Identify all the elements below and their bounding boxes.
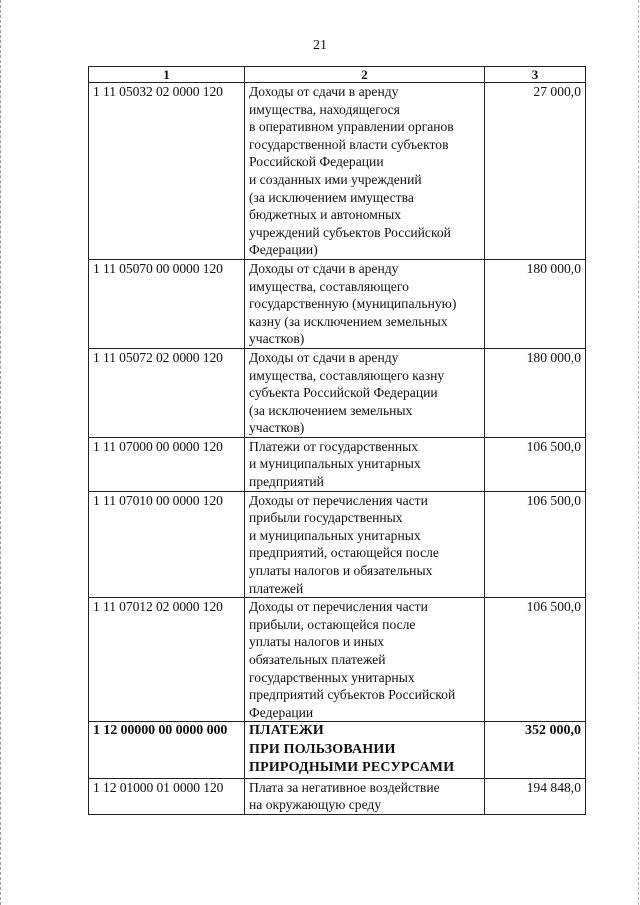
description-line: в оперативном управлении органов	[249, 119, 454, 135]
description-line: и созданных ими учреждений	[249, 171, 422, 187]
description-cell	[245, 491, 485, 598]
description-line: учреждений субъектов Российской	[249, 224, 451, 240]
description-line: Федерации	[249, 704, 314, 720]
description-line: бюджетных и автономных	[249, 207, 402, 223]
description-line: субъекта Российской Федерации	[249, 385, 438, 401]
description-line: платежей	[249, 580, 304, 596]
description-line: государственную (муниципальную)	[249, 296, 457, 312]
budget-code-cell: 1 11 05032 02 0000 120	[89, 83, 245, 260]
description-line: и муниципальных унитарных	[249, 527, 421, 543]
description-line: ПРИ ПОЛЬЗОВАНИИ	[249, 741, 396, 757]
table-header-row	[89, 67, 586, 83]
description-line: (за исключением имущества	[249, 189, 414, 205]
description-cell	[245, 437, 485, 491]
description-line: ПЛАТЕЖИ	[249, 723, 325, 739]
description-cell	[245, 348, 485, 437]
header-column-3: 3	[485, 67, 586, 83]
budget-code-cell: 1 11 05072 02 0000 120	[89, 348, 245, 437]
description-line: Российской Федерации	[249, 154, 384, 170]
amount-cell: 27 000,0	[485, 83, 586, 260]
description-cell	[245, 778, 485, 814]
description-line: Платежи от государственных	[249, 438, 419, 454]
amount-cell: 180 000,0	[485, 259, 586, 348]
description-line: Доходы от сдачи в аренду	[249, 349, 399, 365]
budget-code-cell: 1 11 05070 00 0000 120	[89, 259, 245, 348]
table-row	[89, 491, 586, 598]
amount-cell: 106 500,0	[485, 491, 586, 598]
table-row	[89, 778, 586, 814]
scan-edge-left	[0, 0, 4, 905]
description-line: уплаты налогов и иных	[249, 634, 385, 650]
table-row	[89, 259, 586, 348]
description-line: (за исключением земельных	[249, 402, 413, 418]
description-line: Доходы от сдачи в аренду	[249, 84, 399, 99]
description-line: Федерации)	[249, 242, 318, 258]
description-line: Доходы от сдачи в аренду	[249, 260, 399, 276]
amount-cell: 106 500,0	[485, 598, 586, 722]
description-line: Плата за негативное воздействие	[249, 779, 440, 795]
description-line: имущества, составляющего	[249, 278, 409, 294]
description-cell	[245, 598, 485, 722]
table-row	[89, 598, 586, 722]
amount-cell: 352 000,0	[485, 722, 586, 779]
description-line: прибыли, остающейся после	[249, 616, 416, 632]
description-line: участков)	[249, 331, 305, 347]
scan-edge-right	[636, 0, 639, 905]
description-line: на окружающую среду	[249, 797, 382, 813]
table-row	[89, 437, 586, 491]
budget-code-cell: 1 11 07010 00 0000 120	[89, 491, 245, 598]
amount-cell: 194 848,0	[485, 778, 586, 814]
description-cell	[245, 83, 485, 260]
description-line: прибыли государственных	[249, 510, 403, 526]
description-line: уплаты налогов и обязательных	[249, 563, 433, 579]
table-row	[89, 83, 586, 260]
description-line: имущества, составляющего казну	[249, 367, 445, 383]
amount-cell: 180 000,0	[485, 348, 586, 437]
description-line: ПРИРОДНЫМИ РЕСУРСАМИ	[249, 760, 455, 776]
budget-code-cell: 1 11 07012 02 0000 120	[89, 598, 245, 722]
description-cell	[245, 259, 485, 348]
description-line: Доходы от перечисления части	[249, 599, 428, 615]
budget-code-cell: 1 12 00000 00 0000 000	[89, 722, 245, 779]
description-line: казну (за исключением земельных	[249, 313, 448, 329]
description-line: предприятий субъектов Российской	[249, 687, 456, 703]
budget-revenue-table	[88, 66, 586, 815]
page-number: 21	[313, 38, 327, 53]
description-line: государственных унитарных	[249, 669, 415, 685]
description-line: участков)	[249, 420, 305, 436]
budget-code-cell: 1 11 07000 00 0000 120	[89, 437, 245, 491]
header-column-1: 1	[89, 67, 245, 83]
table-row	[89, 348, 586, 437]
description-line: предприятий	[249, 474, 324, 490]
header-column-2: 2	[245, 67, 485, 83]
amount-cell: 106 500,0	[485, 437, 586, 491]
description-line: государственной власти субъектов	[249, 136, 449, 152]
table-row	[89, 722, 586, 779]
description-line: предприятий, остающейся после	[249, 545, 439, 561]
description-line: Доходы от перечисления части	[249, 492, 428, 508]
description-line: имущества, находящегося	[249, 101, 400, 117]
budget-code-cell: 1 12 01000 01 0000 120	[89, 778, 245, 814]
description-line: и муниципальных унитарных	[249, 456, 421, 472]
description-cell	[245, 722, 485, 779]
description-line: обязательных платежей	[249, 652, 386, 667]
